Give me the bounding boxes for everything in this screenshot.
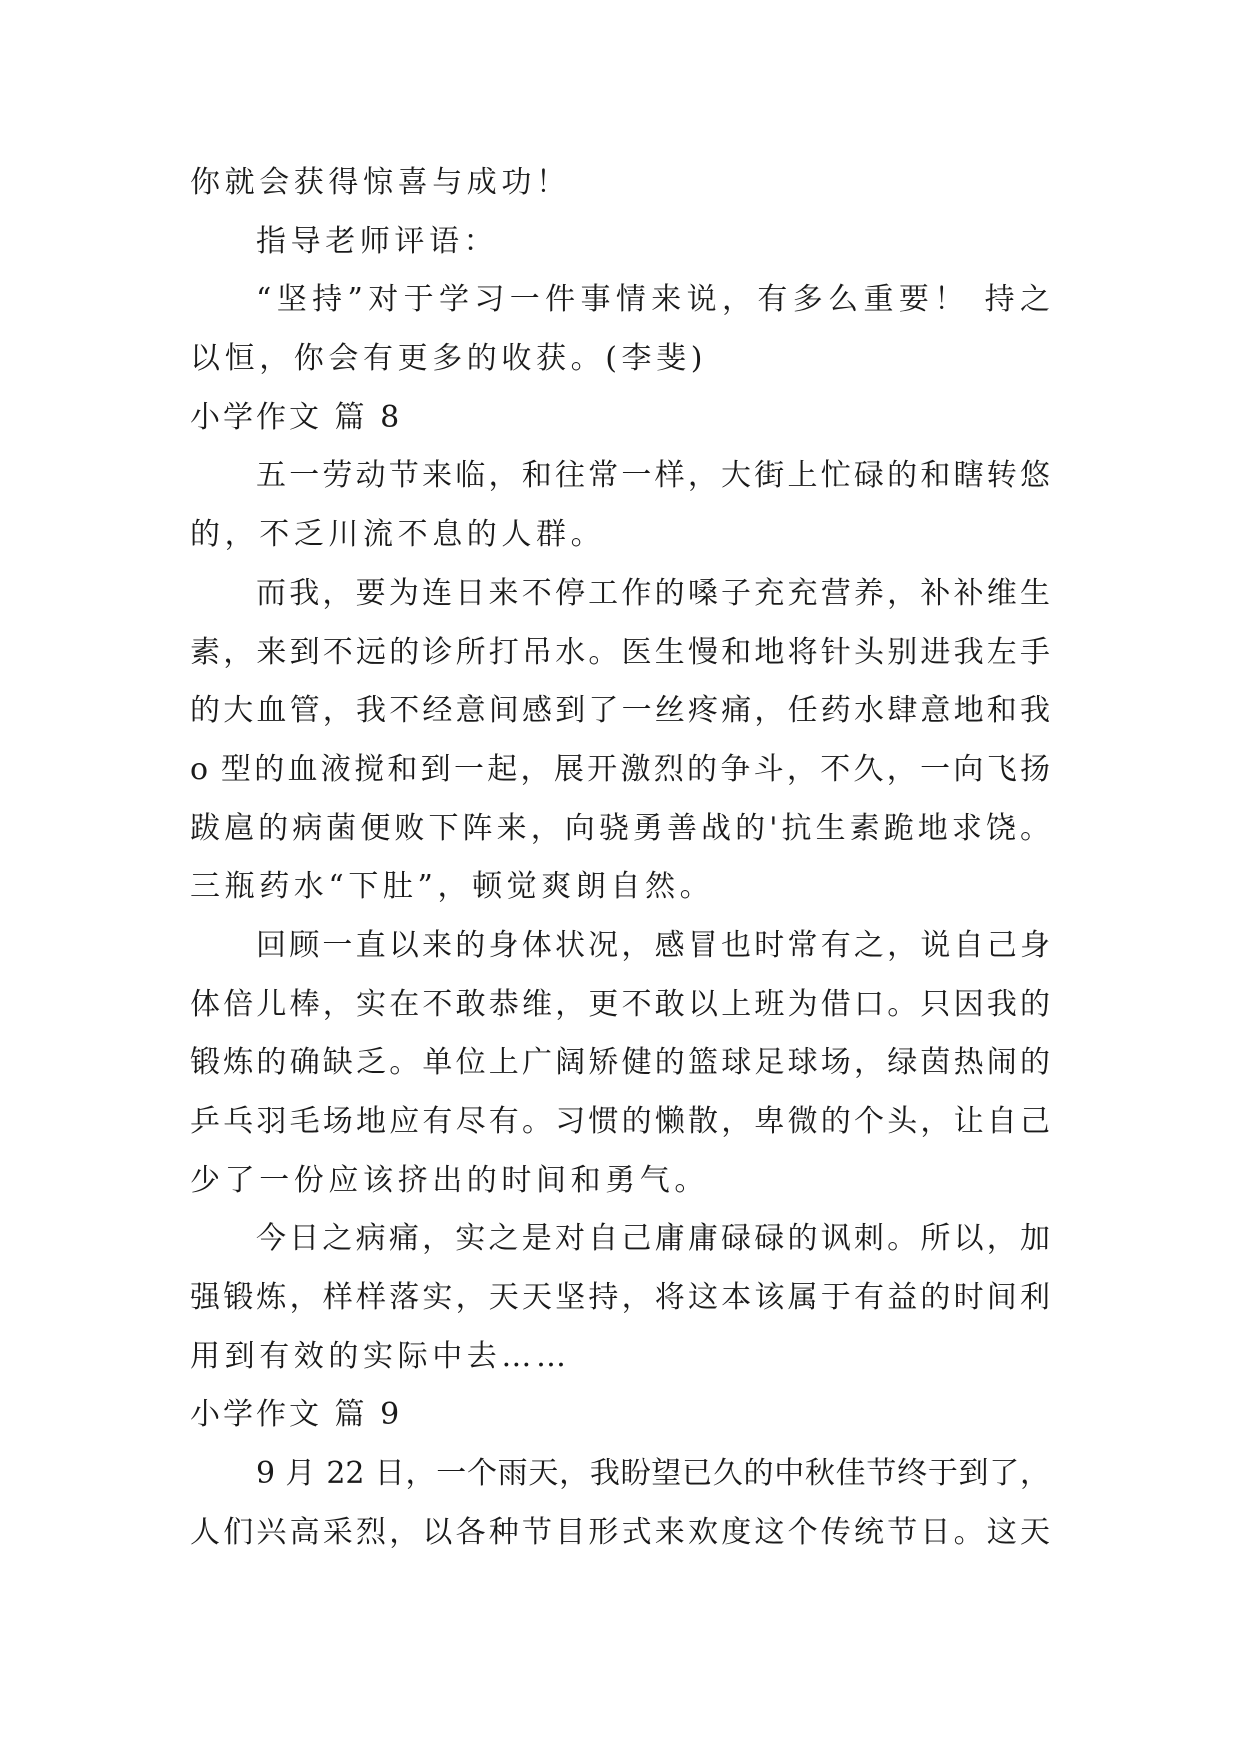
text-line: 的大血管，我不经意间感到了一丝疼痛，任药水肆意地和我: [190, 693, 1050, 729]
text-line: 而我，要为连日来不停工作的嗓子充充营养，补补维生: [256, 575, 1050, 611]
text-line: 素，来到不远的诊所打吊水。医生慢和地将针头别进我左手: [190, 634, 1050, 670]
text-line: 锻炼的确缺乏。单位上广阔矫健的篮球足球场，绿茵热闹的: [190, 1045, 1050, 1081]
text-line: 以恒，你会有更多的收获。(李斐): [190, 341, 708, 377]
text-line: o 型的血液搅和到一起，展开激烈的争斗，不久，一向飞扬: [190, 751, 1050, 787]
text-line: “坚持”对于学习一件事情来说，有多么重要！ 持之: [256, 282, 1050, 318]
text-line: 今日之病痛，实之是对自己庸庸碌碌的讽刺。所以，加: [256, 1221, 1050, 1257]
section-heading: 小学作文 篇 9: [190, 1397, 403, 1433]
text-line: 五一劳动节来临，和往常一样，大街上忙碌的和瞎转悠: [256, 458, 1050, 494]
section-heading: 小学作文 篇 8: [190, 399, 403, 435]
text-line: 乒乓羽毛场地应有尽有。习惯的懒散，卑微的个头，让自己: [190, 1104, 1050, 1139]
text-line: 你就会获得惊喜与成功！: [190, 165, 571, 200]
text-line: 强锻炼，样样落实，天天坚持，将这本该属于有益的时间利: [190, 1280, 1050, 1316]
text-line: 指导老师评语：: [256, 223, 499, 259]
text-line: 用到有效的实际中去……: [190, 1338, 571, 1374]
text-line: 9 月 22 日，一个雨天，我盼望已久的中秋佳节终于到了，: [256, 1456, 1050, 1492]
text-line: 跋扈的病菌便败下阵来，向骁勇善战的'抗生素跪地求饶。: [190, 810, 1050, 846]
text-line: 回顾一直以来的身体状况，感冒也时常有之，说自己身: [256, 927, 1050, 963]
text-line: 体倍儿棒，实在不敢恭维，更不敢以上班为借口。只因我的: [190, 986, 1050, 1022]
text-line: 少了一份应该挤出的时间和勇气。: [190, 1162, 709, 1198]
text-line: 人们兴高采烈，以各种节目形式来欢度这个传统节日。这天: [190, 1514, 1050, 1550]
text-line: 的，不乏川流不息的人群。: [190, 517, 606, 553]
document-body: [190, 154, 1050, 1563]
text-line: 三瓶药水“下肚”，顿觉爽朗自然。: [190, 869, 715, 905]
